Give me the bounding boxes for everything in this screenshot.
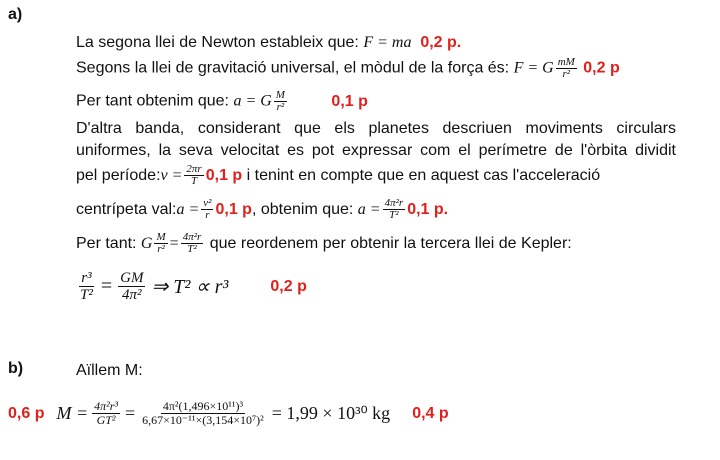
mass-equation-line — [8, 400, 449, 427]
equation: = — [125, 403, 136, 423]
line-text: que reordenem per obtenir la tercera llei de Kepler: — [205, 234, 572, 252]
line-text: pel període: — [76, 166, 161, 184]
fraction-numerator: 4π²r³ — [94, 399, 118, 413]
fraction-numerator: 4π²(1,496×10¹¹)³ — [162, 399, 244, 413]
fraction-numerator: M — [275, 89, 285, 101]
line-text: Per tant obtenim que: — [76, 92, 234, 110]
fraction — [201, 198, 213, 221]
centripetal-line — [76, 198, 448, 221]
fraction — [274, 90, 287, 113]
fraction-numerator: r³ — [81, 270, 92, 286]
line-text: centrípeta val: — [76, 200, 177, 218]
equation: = — [169, 234, 179, 252]
fraction-denominator: T² — [187, 243, 197, 255]
fraction-denominator: r² — [157, 243, 165, 255]
fraction-numerator: M — [156, 231, 166, 243]
points-badge: 0,4 p — [412, 404, 449, 422]
fraction-numerator: 2πr — [186, 163, 202, 175]
fraction-denominator: r — [205, 209, 210, 221]
line-text: Segons la llei de gravitació universal, el mòdul de la força és: — [76, 59, 514, 77]
points-badge: 0,1 p. — [407, 200, 449, 218]
points-badge: 0,1 p — [205, 166, 243, 184]
points-badge: 0,2 p — [583, 59, 620, 77]
fraction-denominator: 4π² — [122, 287, 142, 303]
fraction-numerator: v² — [203, 197, 212, 209]
equation: ⇒ T² ∝ r³ — [151, 276, 229, 298]
fraction-denominator: r² — [276, 101, 285, 113]
equation: M = — [56, 403, 89, 423]
fraction-numerator: GM — [120, 270, 144, 286]
line-text: Per tant: — [76, 234, 141, 252]
points-badge: 0,2 p. — [420, 34, 462, 51]
fraction — [181, 232, 204, 255]
equation: = — [100, 275, 113, 297]
equation: v = — [160, 166, 183, 184]
fraction-numerator: mM — [557, 56, 575, 68]
equation: F = ma — [363, 34, 412, 51]
fraction-denominator: T² — [389, 209, 399, 221]
points-badge: 0,1 p — [331, 92, 368, 110]
fraction-denominator: GT² — [96, 413, 116, 427]
fraction — [383, 198, 406, 221]
combination-line — [76, 232, 572, 255]
part-b-intro: Aïllem M: — [76, 362, 143, 379]
equation: a = — [357, 200, 381, 218]
points-badge: 0,1 p — [215, 200, 252, 218]
points-badge: 0,6 p — [8, 404, 45, 422]
equation: a = G — [233, 92, 272, 110]
fraction-denominator: r² — [562, 68, 571, 80]
fraction — [92, 400, 120, 427]
fraction — [184, 164, 203, 187]
fraction-numerator: 4π²r — [182, 231, 202, 243]
fraction-denominator: 6,67×10⁻¹¹×(3,154×10⁷)² — [142, 413, 264, 427]
fraction — [118, 270, 145, 303]
newton-second-law-line — [76, 32, 461, 54]
equation: F = G — [513, 59, 554, 77]
circular-motion-paragraph: D'altra banda, considerant que els planetes descriuen moviments circulars uniformes, la seva velocitat es pot expressar com el perímetre de l'òrbita dividit — [76, 120, 676, 159]
fraction-denominator: T² — [80, 287, 93, 303]
fraction — [556, 57, 577, 80]
points-badge: 0,2 p — [270, 277, 307, 295]
equation: a = — [176, 200, 200, 218]
kepler-law-line — [76, 270, 307, 303]
equation: G — [140, 234, 153, 252]
gravitation-law-line — [76, 57, 620, 80]
line-text: La segona llei de Newton estableix que: — [76, 34, 364, 51]
part-a-label: a) — [8, 6, 23, 23]
fraction-numerator: 4π²r — [384, 197, 404, 209]
line-text: , obtenim que: — [251, 200, 358, 218]
result: = 1,99 × 10³⁰ kg — [271, 403, 391, 423]
velocity-line — [76, 164, 690, 187]
fraction — [140, 400, 266, 427]
acceleration-line — [76, 90, 368, 113]
fraction — [154, 232, 167, 255]
line-text: i tenint en compte que en aquest cas l'acceleració — [242, 166, 601, 184]
fraction — [78, 270, 95, 303]
part-b-label: b) — [8, 360, 24, 377]
fraction-denominator: T — [191, 175, 198, 187]
